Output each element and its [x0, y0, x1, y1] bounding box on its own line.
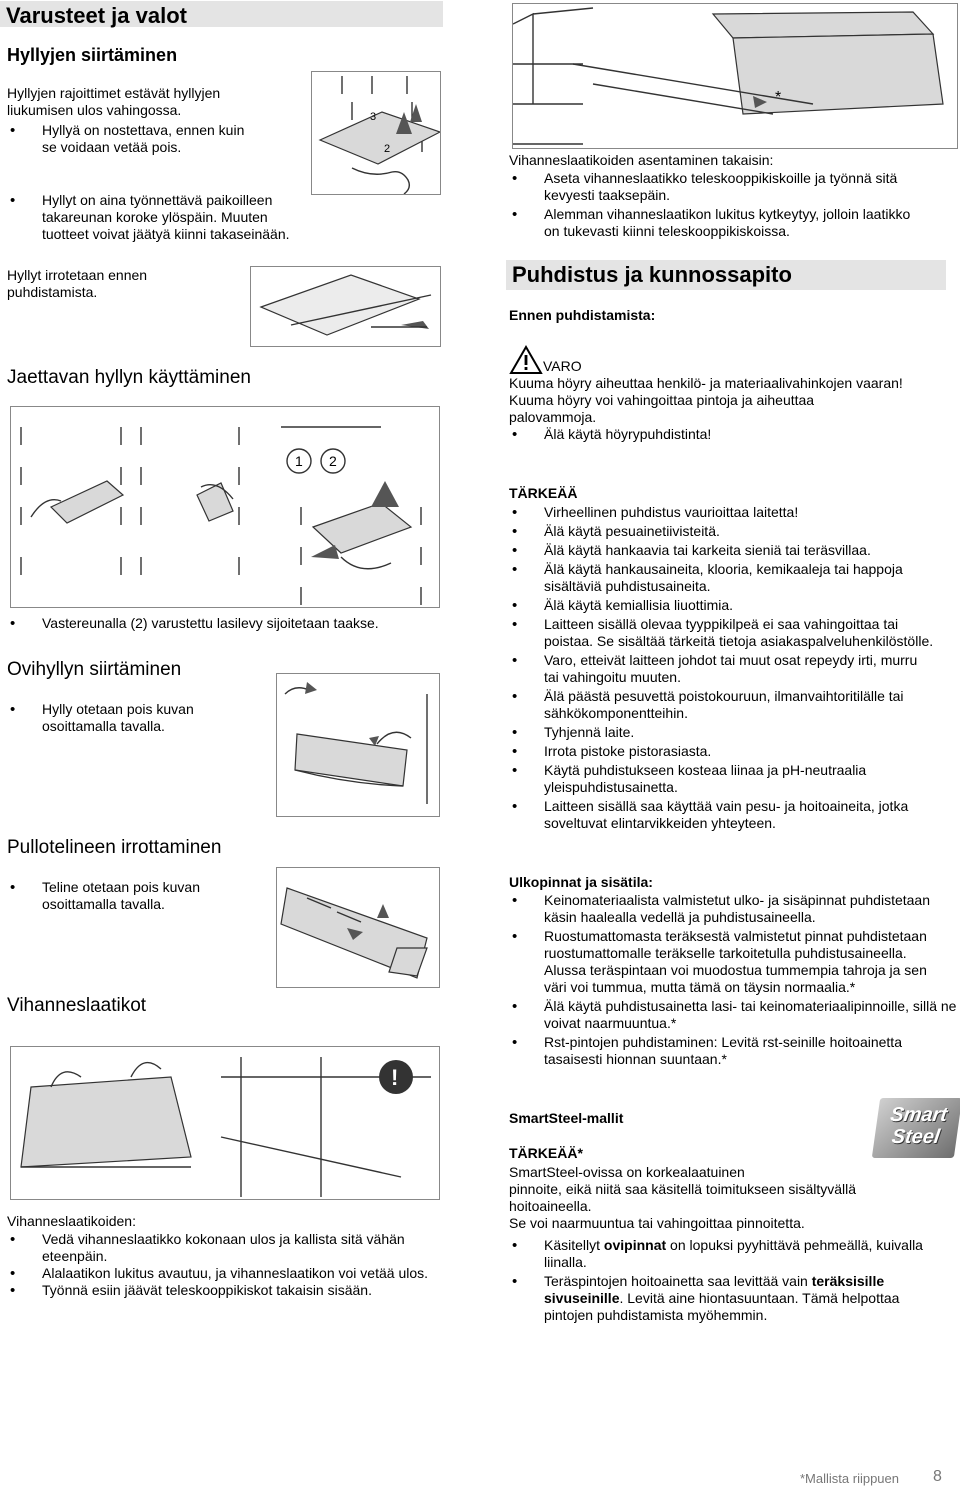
list-item: • Hylly otetaan pois kuvan osoittamalla tavalla.	[7, 701, 237, 735]
list-item: • Älä käytä kemiallisia liuottimia.	[509, 597, 949, 614]
list-item: • Varo, etteivät laitteen johdot tai muut osat repeydy irti, murru tai vahingoitu muuten.	[509, 652, 924, 686]
list-item: • Rst-pintojen puhdistaminen: Levitä rst-seinille hoitoainetta tasaisesti hionnan suuntaan.*	[509, 1034, 949, 1068]
figure-shelf-removed	[250, 266, 441, 347]
jaettava-list	[7, 615, 437, 632]
ovihylly-list	[7, 701, 237, 735]
asennus-intro: Vihanneslaatikoiden asentaminen takaisin:	[509, 152, 774, 168]
list-item: • Tyhjennä laite.	[509, 724, 949, 741]
hyllyjen-intro: Hyllyjen rajoittimet estävät hyllyjen liukumisen ulos vahingossa.	[7, 85, 221, 118]
list-item: • Työnnä esiin jäävät teleskooppikiskot takaisin sisään.	[7, 1282, 437, 1299]
figure-shelf-lift	[311, 71, 441, 195]
list-item: • Ruostumattomasta teräksestä valmistetut pinnat puhdistetaan ruostumattomalle teräkselle tarkoitetulla puhdistusaineella. Alussa teräspintaan voi muodostua tummempia tahroja ja sen väri voi tummua, mutta tämä on täysin normaalia.*	[509, 928, 944, 996]
list-item: • Älä käytä höyrypuhdistinta!	[509, 426, 949, 443]
ulko-list	[509, 892, 957, 1068]
heading-vihannes: Vihanneslaatikot	[7, 995, 147, 1016]
heading-pullo: Pullotelineen irrottaminen	[7, 837, 222, 858]
hyllyjen-note: Hyllyt irrotetaan ennen puhdistamista.	[7, 267, 148, 300]
smartsteel-list	[509, 1237, 949, 1324]
list-item: • Alemman vihanneslaatikon lukitus kytkeytyy, jolloin laatikko on tukevasti kiinni teleskooppikiskoissa.	[509, 206, 914, 240]
ennen-label: Ennen puhdistamista:	[509, 307, 656, 323]
list-item: • Laitteen sisällä saa käyttää vain pesu- ja hoitoaineita, jotka soveltuvat elintarvikkeiden yhteyteen.	[509, 798, 924, 832]
tarkeaa-list	[509, 504, 949, 832]
svg-text:*: *	[775, 89, 782, 106]
heading-jaettava: Jaettavan hyllyn käyttäminen	[7, 367, 251, 388]
page-title: Varusteet ja valot	[6, 3, 187, 28]
heading-puhdistus: Puhdistus ja kunnossapito	[512, 262, 792, 287]
list-item: • Hyllyt on aina työnnettävä paikoilleen takareunan koroke ylöspäin. Muuten tuotteet voivat jäätyä kiinni takaseinään.	[7, 192, 297, 243]
list-item: • Keinomateriaalista valmistetut ulko- ja sisäpinnat puhdistetaan käsin haalealla vedellä ja puhdistusaineella.	[509, 892, 944, 926]
pullo-list	[7, 879, 237, 913]
list-item: • Teräspintojen hoitoainetta saa levittää vain teräksisille sivuseinille. Levitä aine hiontasuuntaan. Tämä helpottaa pintojen puhdistamista myöhemmin.	[509, 1273, 949, 1324]
figure-door-shelf	[276, 673, 440, 817]
step-label: 2	[384, 143, 391, 155]
smartsteel-logo	[872, 1098, 960, 1158]
list-item: • Vedä vihanneslaatikko kokonaan ulos ja kallista sitä vähän eteenpäin.	[7, 1231, 407, 1265]
figure-bottle-rack	[276, 867, 440, 988]
logo-text: Smart	[888, 1104, 949, 1126]
list-item: • Käytä puhdistukseen kosteaa liinaa ja pH-neutraalia yleispuhdistusainetta.	[509, 762, 944, 796]
list-item: • Käsitellyt ovipinnat on lopuksi pyyhittävä pehmeällä, kuivalla liinalla.	[509, 1237, 924, 1271]
smartsteel-text: SmartSteel-ovissa on korkealaatuinen pinnoite, eikä niitä saa käsitellä toimitukseen sisältyvällä hoitoaineella. Se voi naarmuuntua tai vahingoittaa pinnoitetta.	[509, 1164, 857, 1231]
list-item: • Aseta vihanneslaatikko teleskooppikiskoille ja työnnä sitä kevyesti taaksepäin.	[509, 170, 949, 204]
ulko-label: Ulkopinnat ja sisätila:	[509, 874, 653, 890]
asennus-list	[509, 170, 949, 240]
list-item: • Laitteen sisällä olevaa tyyppikilpeä ei saa vahingoittaa tai poistaa. Se sisältää tärkeitä tietoja asiakaspalveluhenkilöstölle.	[509, 616, 944, 650]
page-number: 8	[933, 1468, 942, 1485]
step-label: 2	[329, 453, 337, 469]
figure-drawer-pull	[10, 1046, 440, 1200]
list-item: • Älä käytä pesuainetiivisteitä.	[509, 523, 949, 540]
hyllyjen-list	[7, 122, 297, 243]
warning-triangle-icon	[509, 345, 543, 375]
figure-drawer-reinsert	[512, 3, 958, 149]
varo-line: Kuuma höyry voi vahingoittaa pintoja ja aiheuttaa palovammoja.	[509, 392, 815, 425]
warning-block	[509, 345, 949, 443]
list-item: • Alalaatikon lukitus avautuu, ja vihanneslaatikon voi vetää ulos.	[7, 1265, 437, 1282]
heading-ovihylly: Ovihyllyn siirtäminen	[7, 659, 182, 680]
varo-line: Kuuma höyry aiheuttaa henkilö- ja materiaalivahinkojen vaaran!	[509, 375, 903, 391]
list-item: • Hyllyä on nostettava, ennen kuin se voidaan vetää pois.	[7, 122, 247, 156]
figure-split-shelf	[10, 406, 440, 608]
list-item: • Älä päästä pesuvettä poistokouruun, ilmanvaihtoritilälle tai sähkökomponentteihin.	[509, 688, 959, 722]
tarkeaa2-label: TÄRKEÄÄ*	[509, 1145, 583, 1161]
step-label: 3	[370, 111, 377, 123]
section-title-band	[0, 1, 443, 27]
section-band-puhdistus	[506, 260, 946, 290]
list-item: • Irrota pistoke pistorasiasta.	[509, 743, 949, 760]
varo-label: VARO	[543, 358, 582, 374]
list-item: • Vastereunalla (2) varustettu lasilevy sijoitetaan taakse.	[7, 615, 437, 632]
smartsteel-label: SmartSteel-mallit	[509, 1110, 624, 1126]
vihannes-intro: Vihanneslaatikoiden:	[7, 1213, 136, 1229]
step-label: 1	[295, 453, 303, 469]
list-item: • Älä käytä puhdistusainetta lasi- tai keinomateriaalipinnoille, sillä ne voivat naarmuuntua.*	[509, 998, 960, 1032]
list-item: • Virheellinen puhdistus vaurioittaa laitetta!	[509, 504, 949, 521]
list-item: • Älä käytä hankausaineita, klooria, kemikaaleja tai happoja sisältäviä puhdistusaineita.	[509, 561, 949, 595]
tarkeaa-label: TÄRKEÄÄ	[509, 485, 578, 501]
heading-hyllyjen: Hyllyjen siirtäminen	[7, 45, 178, 65]
list-item: • Teline otetaan pois kuvan osoittamalla tavalla.	[7, 879, 237, 913]
list-item: • Älä käytä hankaavia tai karkeita sieniä tai teräsvillaa.	[509, 542, 949, 559]
vihannes-list	[7, 1231, 437, 1299]
svg-text:!: !	[391, 1065, 399, 1090]
footer-note: *Mallista riippuen	[800, 1471, 899, 1486]
logo-text: Steel	[890, 1126, 942, 1148]
